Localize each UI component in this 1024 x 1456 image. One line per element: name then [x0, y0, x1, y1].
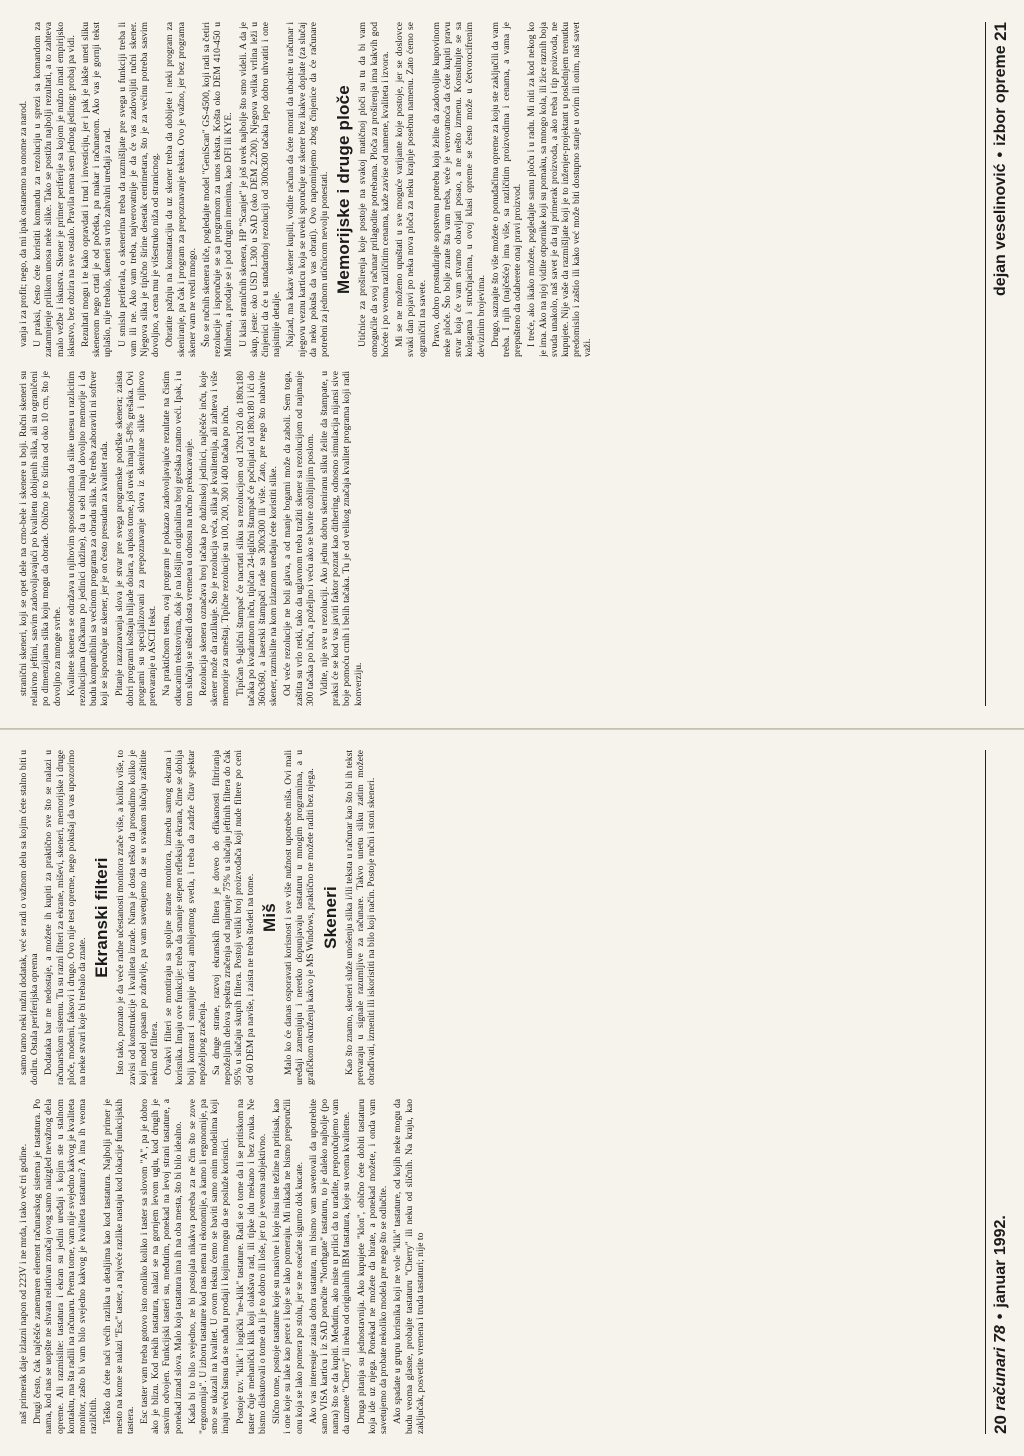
page-number: 21 — [991, 22, 1010, 41]
paragraph: Obratite pažnju na konstataciju da uz skener treba da dobijete i neki program za skeniranje, pa čak i program za prepoznavanje teksta. Ovo je važno, jer bez programa skener vam ne vredi mnogo. — [164, 22, 198, 357]
footer-separator: • — [992, 1313, 1009, 1320]
paragraph: Dodataka bar ne nedostaje, a možete ih kupiti za praktično sve što se nalazi u računarskom sistemu. Tu su razni filteri za ekrane, miševi, skeneri, memorijske i druge ploče, modemi, faksovi i drugo. Ovo nije test opreme, nego pokušaj da vas upozorimo na neke stvari koje bi trebalo da znate. — [43, 750, 89, 1085]
page-number: 20 — [991, 1415, 1010, 1434]
paragraph: Kvalitete skenera se odražava u njihovim sposobnostima da slike unesu u razlicitim rezolucijama (tačkama po jedinici dužine), da u sebi imaju dovoljno memorije i da budu kompatibilni sa većinom programa za obradu slika. Ne treba zaboraviti ni softver koji se isporučuje uz skener, jer je on često presudan za kvalitet rada. — [65, 371, 111, 706]
paragraph: Utičnice za proširenja koje postoje na svakoj matičnoj ploči su tu da bi vam omogućile da svoj računar prilagodite potrebama. Ploča za proširenja ima kakvih god hoćete i po veoma različitim cenama, kaže zavise od namene, kvaliteta i izvora. — [357, 22, 391, 357]
paragraph: Rezolucija skenera označava broj tačaka po dužinskoj jedinici, najčešće inču, koje skener može da razlikuje. Što je rezolucija veća, slika je kvalitetnija, ali zahteva i više memorije za smeštaj. Tipične rezolucije su 100, 200, 300 i 400 tačaka po inču. — [198, 371, 232, 706]
paragraph: Rezultati mogu i te kako opravdati i trud i investiciju, jer i pak je lakše uneti sliku skenerom nego crtati je od početka, pa makar i računarom. Ako vas je gornji tekst uplašio, nije trebalo, skeneri su vrlo zahvalni uređaji za rad. — [80, 22, 114, 357]
section-heading-mis: Miš — [259, 903, 279, 932]
author-name: dejan veselinović — [992, 163, 1009, 296]
paragraph: Esc taster vam treba gotovo isto onoliko koliko i taster sa slovom "A", pa je dobro ako je blizu. Kod nekih tastatura, nalazi se na gornjem levom uglu, kod drugih je sasvim odvojen. Funkcijski tasteri su, međutim, ponekad na levoj strani tastature, a ponekad iznad slova. Malo koja tastatura ima ih na oba mesta, što bi bilo idealno. — [139, 1099, 184, 1434]
paragraph: Kada bi to bilo svejedno, ne bi postojala nikakva potreba za ne čim što se zove "ergonomija". U izboru tastature kod nas nema ni ekonomije, a kamo li ergonomije, pa smo se ukazali na kvalitet. U ovom tekstu ćemo se baviti samo onim modelima koji imaju veću šansu da se nađu u prodaji i kojima mogu da se posluže korisnici. — [186, 1099, 232, 1434]
paragraph: U klasi straničnih skenera, HP "Scanjet" je još uvek najbolje što smo videli. A da je skup, jeste: oko USD 1.300 u SAD (oko DEM 2.200). Njegova velika vrlina leži u činjenici da će u standardnoj rezoluciji od 300x300 tačaka lepo dobro uhvatiti i one najsitnije detalje. — [237, 22, 283, 357]
paragraph: Slično tome, postoje tastature koje su masivne i koje nisu iste težine na pritisak, kao i one koje su lake kao perce i koje se lako pomeraju. Mi nikada ne bismo preporučili onu koja se lako pomera po stolu, jer se ne osećate sigurno dok kucate. — [271, 1099, 305, 1434]
paragraph: Druga pitanja su jednostavnija. Ako kupujete "klon", obično ćete dobiti tastaturu koja ide uz njega. Ponekad ne možete da birate, a ponekad možete, i onda vam savetujemo da probate nekoliko modela pre nego što se odlučite. — [355, 1099, 390, 1434]
paragraph: Od veće rezolucije ne boli glava, a od manje bogami može da zaboli. Sem toga, zaštita su vrlo retki, tako da uglavnom treba tražiti skener sa rezolucijom od najmanje 300 tačaka po inču, a poželjno i veću ako se bavite ozbiljnijim poslom. — [282, 371, 316, 706]
page-21-column-2 — [18, 22, 980, 357]
paragraph: Vidite, nije sve u rezoluciji. Ako jednu dobru skeniranu sliku želite da štampate, u praksi će se kod vas javiti faktor poznat kao dithering, odnosno simulacija nijansi sive boje pomoću crnih i belih tačaka. Tu je od velikog značaja kvalitet programa koji radi konverziju. — [319, 371, 364, 706]
paragraph: naš primerak daje izlazni napon od 223V i ne mrda, i tako već tri godine. — [18, 1143, 29, 1424]
paragraph: Isto tako, poznato je da veće radne učestanosti monitora zrače više, a koliko više, to zavisi od konstrukcije i kvaliteta izrade. Nama je dosta teško da prosudimo koliko je koji model opasan po zdravlje, pa vam savetujemo da se u svakom slučaju zaštitite nekim od filtera. — [115, 750, 161, 1085]
paragraph: Ovakvi filteri se montiraju sa spoljne strane monitora, izmedu samog ekrana i korisnika. Imaju ove funkcije: treba da smanje stepen refleksije ekrana, čime se dobija bolji kontrast i smanjuje uticaj ambijentnog svetla, i treba da zadrže čitav spektar nepoželjnog zračenja. — [163, 750, 208, 1085]
section-name: izbor opreme — [992, 45, 1009, 146]
paragraph: Postoje tzv. "klik" i logički "ne-klik" tastature. Radi se o tome da li se pritiskom na taster čuje mehanički klik koji olakšava rad, ili tipke idu mekano i bez zvuka. Ne bismo diskutovali o tome da li je to dobro ili loše, jer to je veoma subjektivno. — [234, 1099, 269, 1434]
paragraph: Drugi često, čak najčešće zanemaren element računarskog sistema je tastatura. Po nama, kod nas se uopšte ne shvata relativan značaj ovog samo naizgled nevažnog dela opreme. Ali razmislite: tastatura i ekran su jedini uređaji s kojim ste u stalnom kontaktu, ma šta radili na računaru. Prema tome, vam nije svejedno kakvog je kvaliteta monitor, zašto bi vam bilo svejedno kakvog je kvaliteta tastatura? A ima ih veoma različitih. — [32, 1099, 100, 1434]
page-21-footer — [985, 22, 1016, 706]
page-20-column-2 — [18, 750, 980, 1085]
paragraph: Malo ko će danas osporavati korisnost i sve više nužnost upotrebe miša. Ovi mali uređaji zamenjuju i neretko dopunjavaju tastaturu u mnogim programima, a u grafičkom okruženju kakvo je MS Windows, praktično ne možete raditi bez njega. — [283, 750, 317, 1085]
paragraph: vanja i za profit; nego, da mi ipak ostanemo na onome za narod. — [18, 100, 29, 347]
paragraph: Drugo, saznajte što više možete o ponuđačima opreme za koju ste zaključili da vam treba. I njih (najčešće) ima više, sa različitim proizvodima i cenama, a vama je prepušteno da odaberete onaj pravi proizvod. — [489, 22, 524, 357]
section-heading-ekranski-filteri: Ekranski filteri — [92, 857, 112, 978]
magazine-page-20 — [0, 728, 1024, 1456]
paragraph: Ako vas interesuje zaista dobra tastatura, mi bismo vam savetovali da upotrebite samo VISA karticu i iz SAD poručite "Northgate" tastaturu, to je daleko najbolje (po nama) što se da kupiti. Međutim, ako niste u prilici da to uradite, preporučujemo vam da uzmete "Cherry" ili neku od originalnih IBM tastatura, koje su veoma kvalitetne. — [307, 1099, 353, 1434]
paragraph: Što se ručnih skenera tiče, pogledajte model "GeniScan" GS-4500, koji radi sa četiri rezolucije i isporučuje se sa programom za unos teksta. Košta oko DEM 410-450 u Minhenu, a prodaje se i pod drugim imenima, kao DFI ili KYE. — [201, 22, 235, 357]
section-heading-skeneri: Skeneri — [320, 886, 340, 949]
footer-separator: • — [992, 151, 1009, 158]
paragraph: Mi se ne možemo upuštati u sve moguće varijante koje postoje, jer se doslovce svaki dan pojavi po neka nova ploča za neku krajnje posebnu namenu. Zato ćemo se ograničiti na savete. — [394, 22, 428, 357]
section-heading-memorijske-ploce: Memorijske i druge ploče — [334, 85, 354, 294]
page-20-column-1 — [18, 1099, 980, 1434]
paragraph: Pitanje razaznavanja slova je stvar pre svega programske podrške skenera; zaista dobri programi koštaju hiljade dolara, a upkos tome, još uvek imaju 5-8% grešaka. Ovi programi su specijalizovani za prepoznavanje slova iz skenirane slike i njihovo pretvaranje u ASCII tekst. — [113, 371, 159, 706]
publication-name: računari 78 — [992, 1325, 1009, 1411]
paragraph: Kao što znamo, skeneri služe unošenju slika i/ili teksta u računar kao što bi ih tekst pretvaraju u signale razumljive za računare. Takvo unetu sliku zatim možete obrađivati, izmeniti ili iskoristiti na bilo koji način. Postoje ručni i stoni skeneri. — [343, 750, 378, 1085]
paragraph: samo tamo neki nužni dodatak, već se radi o važnom delu sa kojim ćete stalno biti u dodiru. Ostala periferijska oprema — [18, 750, 41, 1085]
paragraph: Ako spadate u grupu korisnika koji ne vole "klik" tastature, od kojih neke mogu da budu veoma glasne, probajte tastaturu "Cherry" ili neku od sličnih. Na kraju, kao zaključak, posvetite vremena i truda tastaturi; nije to — [392, 1099, 426, 1434]
paragraph: Na praktičnom testu, ovaj program je pokazao zadovoljavajuće rezultate na čistim otkucanim tekstovima, dok je na lošijim originalima broj grešaka znatno veći. Ipak, i u tom slučaju se uštedi dosta vremena u odnosu na ručno prekucavanje. — [161, 371, 195, 706]
paragraph: stranični skeneri, koji se opet dele na crno-bele i skenere u boji. Ručni skeneri su relativno jeftini, sasvim zadovoljavajući po kvalitetu dobijenih slika, ali su ograničeni po dimenzijama slika koju mogu da obrade. Obično je to širina od oko 10 cm, što je dovoljno za mnoge svrhe. — [18, 371, 63, 706]
paragraph: Teško da ćete naći većih razlika u detaljima kao kod tastatura. Najbolji primer je mesto na kome se nalazi "Esc" taster, a najveće razlike nastaju kod lokacije funkcijskih tastera. — [102, 1099, 136, 1434]
paragraph: I treće, ako ikako možete, pogledajte samu ploču i u radu. Mi niti za kod nekog ko je ima. Ako na njoj vidite otpornike koji su pomaku, sa mnogo kola, ili žice raznih boja svuda unakolo, naš savet je da taj primerak proizvoda, a ako treba i tip proizvoda, ne kupujete. Nije vaše da razmišljate koji je to inženjer-projektant u poslednjem trenutku predomislio i zaštio ili kako već može biti dostupno stanje u ovim ili onim, naš savet važi. — [526, 22, 594, 357]
paragraph: Najzad, ma kakav skener kupili, vodite računa da ćete morati da ubacite u računar i njegovu veznu karticu koja se uveki sporučuje uz skener bez ikakve doplate (za slučaj da neko pokuša da vas obrati). Ovo napominjemo zbog činjenice da će računare potrebni za jednom utičnicom nevolju ponestati. — [285, 22, 331, 357]
issue-date: januar 1992. — [992, 1215, 1009, 1308]
paragraph: Tipičan 9-iglični štampač će nacrtati sliku sa rezolucijom od 120x120 do 180x180 tačaka po kvadratnom inču, tipičan 24-iglični štampač će počinjati od 180x180 i ići do 360x360, a laserski štampači rade sa 300x300 ili više. Zato, pre nego što nabavite skener, razmislite na kom izlaznom uređaju ćete koristiti slike. — [234, 371, 280, 706]
paragraph: U praksi, često ćete koristiti komandu za rezoluciju u sprezi sa komandom za zatamnjenje prilikom unosa neke slike. Tako se postižu najbolji rezultati, a to zahteva malo vežbe i iskustva. Skener je primer periferije sa kojom je nužno imati empirijsko iskustvo, bez obzira na sve ostalo. Pravila nema sem jednog jedinog: probaj pa vidi. — [32, 22, 77, 357]
page-20-footer — [985, 750, 1016, 1434]
paragraph: Sa druge strane, razvoj ekranskih filtera je doveo do efikasnosti filtriranja nepoželjnih delova spektra zračenja od najmanje 75% u slučaju jeftinih filtera do čak 95% u slučaju skupih filtera. Postoji veliki broj proizvođača koji nude filtere po ceni od 60 DEM pa naviše, i zaista ne treba štedeti na tome. — [211, 750, 256, 1085]
page-21-column-1 — [18, 371, 980, 706]
paragraph: Pravo, dobro prostudirajte sopstvenu potrebu koju želite da zadovoljite kupovinom neke ploče. Što bolje znate šta vam treba, veće je verovatnoća da ćete kupiti pravu stvar koja će vam stvarno obavljati posao, a ne nešto izmenu. Konsultujte se sa kolegama i stručnjacima, u ovoj klasi opreme se često može u četvorocifrenim devizinim brojevima. — [430, 22, 487, 357]
paragraph: U smislu periferala, o skenerima treba da razmišljate pre svega u funkciji treba li vam ili ne. Ako vam treba, najverovatnije je da će vas zadovoljiti ručni skener. Njegova slika je tipično širine desetak centimetara, što je za većinu potreba sasvim dovoljno, a cena mu je višestruko niža od stranicnog. — [116, 22, 162, 357]
page-21-columns — [18, 22, 980, 706]
page-20-columns — [18, 750, 980, 1434]
